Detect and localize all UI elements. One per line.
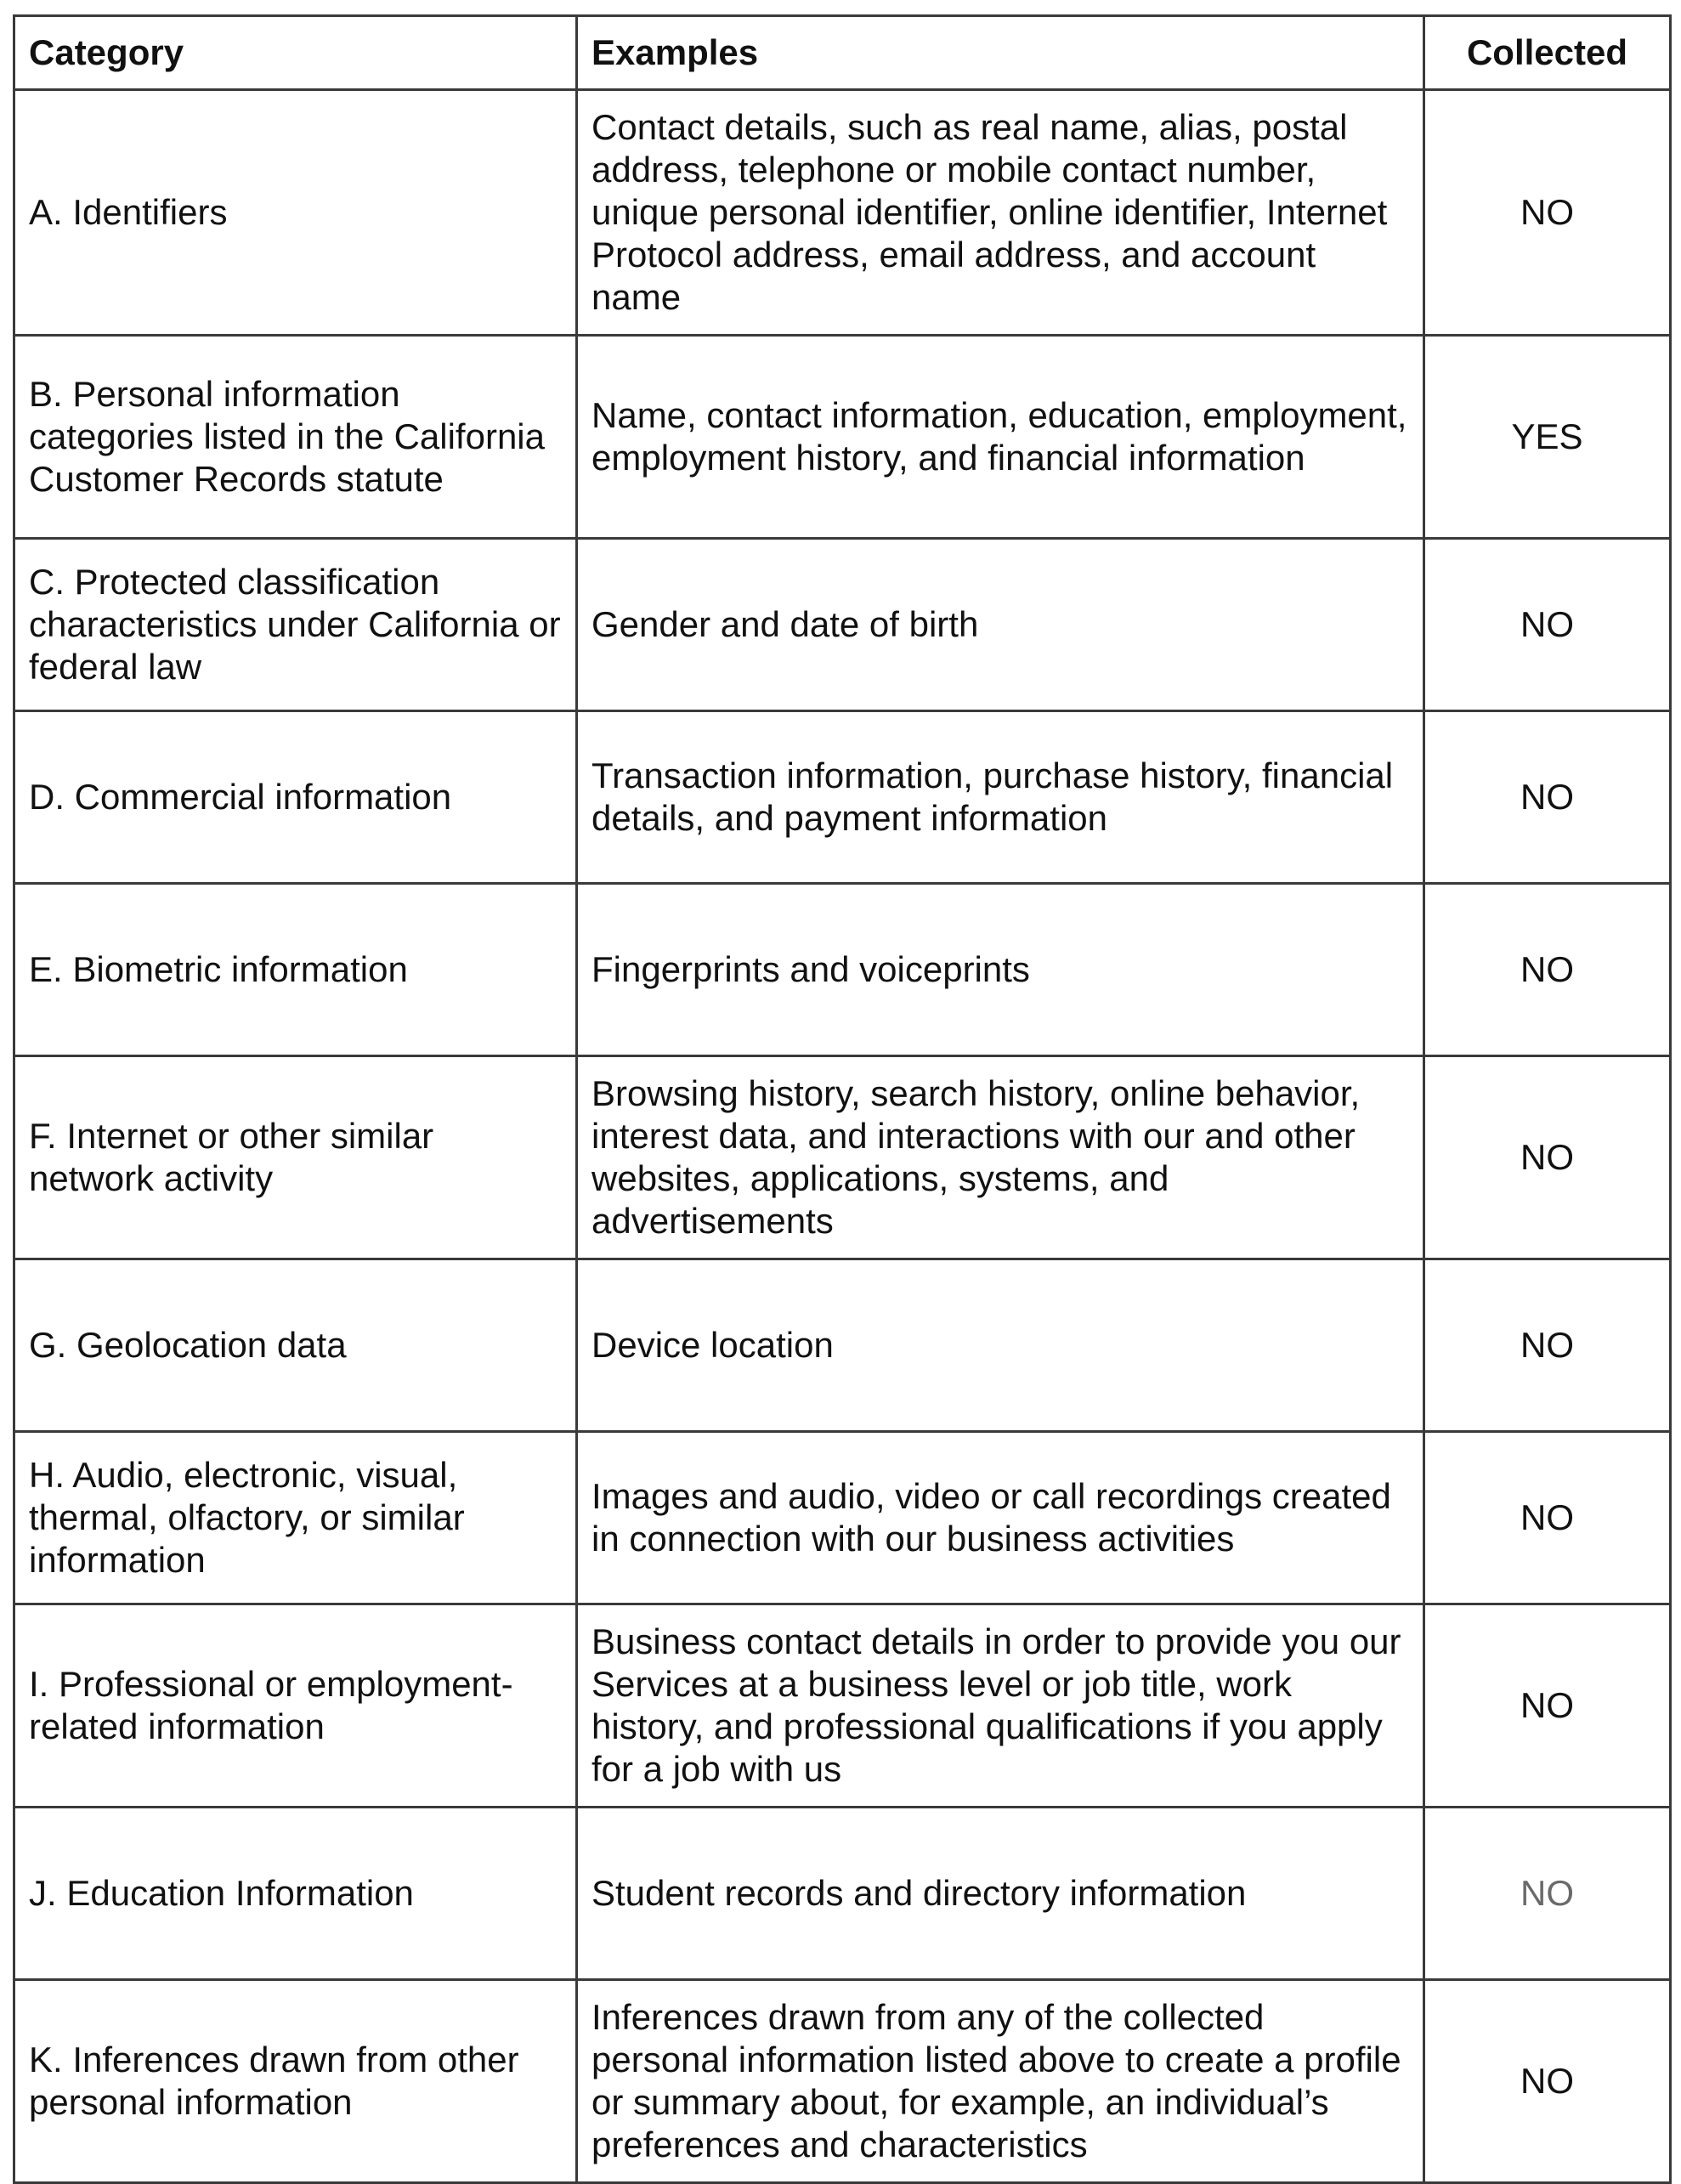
table-row bbox=[14, 711, 1671, 884]
table-row bbox=[14, 539, 1671, 711]
collected-cell: YES bbox=[1424, 336, 1671, 539]
personal-information-table bbox=[13, 14, 1672, 2184]
category-cell: A. Identifiers bbox=[14, 90, 577, 336]
examples-cell: Device location bbox=[577, 1259, 1424, 1432]
examples-cell: Name, contact information, education, employment, employment history, and financial information bbox=[577, 336, 1424, 539]
table-row bbox=[14, 884, 1671, 1056]
collected-cell: NO bbox=[1424, 1259, 1671, 1432]
examples-cell: Business contact details in order to provide you our Services at a business level or job title, work history, and professional qualifications if you apply for a job with us bbox=[577, 1604, 1424, 1808]
examples-cell: Transaction information, purchase history, financial details, and payment information bbox=[577, 711, 1424, 884]
collected-cell: NO bbox=[1424, 1808, 1671, 1980]
examples-cell: Inferences drawn from any of the collected personal information listed above to create a profile or summary about, for example, an individual’s preferences and characteristics bbox=[577, 1980, 1424, 2183]
category-cell: G. Geolocation data bbox=[14, 1259, 577, 1432]
category-cell: B. Personal information categories listed in the California Customer Records statute bbox=[14, 336, 577, 539]
category-cell: K. Inferences drawn from other personal information bbox=[14, 1980, 577, 2183]
collected-cell: NO bbox=[1424, 1432, 1671, 1604]
category-cell: E. Biometric information bbox=[14, 884, 577, 1056]
table-row bbox=[14, 1432, 1671, 1604]
collected-cell: NO bbox=[1424, 711, 1671, 884]
category-cell: I. Professional or employment-related information bbox=[14, 1604, 577, 1808]
collected-cell: NO bbox=[1424, 1980, 1671, 2183]
header-collected: Collected bbox=[1424, 16, 1671, 90]
table-row bbox=[14, 1056, 1671, 1259]
header-examples: Examples bbox=[577, 16, 1424, 90]
table-row bbox=[14, 1604, 1671, 1808]
collected-cell: NO bbox=[1424, 90, 1671, 336]
header-category: Category bbox=[14, 16, 577, 90]
table-row bbox=[14, 90, 1671, 336]
table-row bbox=[14, 1808, 1671, 1980]
examples-cell: Student records and directory information bbox=[577, 1808, 1424, 1980]
category-cell: C. Protected classification characteristics under California or federal law bbox=[14, 539, 577, 711]
category-cell: J. Education Information bbox=[14, 1808, 577, 1980]
table-header-row bbox=[14, 16, 1671, 90]
collected-cell: NO bbox=[1424, 1604, 1671, 1808]
examples-cell: Images and audio, video or call recordings created in connection with our business activities bbox=[577, 1432, 1424, 1604]
examples-cell: Contact details, such as real name, alias, postal address, telephone or mobile contact number, unique personal identifier, online identifier, Internet Protocol address, email address, and account name bbox=[577, 90, 1424, 336]
table-row bbox=[14, 1259, 1671, 1432]
collected-cell: NO bbox=[1424, 539, 1671, 711]
category-cell: H. Audio, electronic, visual, thermal, olfactory, or similar information bbox=[14, 1432, 577, 1604]
collected-cell: NO bbox=[1424, 884, 1671, 1056]
table-row bbox=[14, 1980, 1671, 2183]
collected-cell: NO bbox=[1424, 1056, 1671, 1259]
category-cell: F. Internet or other similar network activity bbox=[14, 1056, 577, 1259]
examples-cell: Fingerprints and voiceprints bbox=[577, 884, 1424, 1056]
category-cell: D. Commercial information bbox=[14, 711, 577, 884]
examples-cell: Browsing history, search history, online behavior, interest data, and interactions with our and other websites, applications, systems, and advertisements bbox=[577, 1056, 1424, 1259]
table-row bbox=[14, 336, 1671, 539]
examples-cell: Gender and date of birth bbox=[577, 539, 1424, 711]
